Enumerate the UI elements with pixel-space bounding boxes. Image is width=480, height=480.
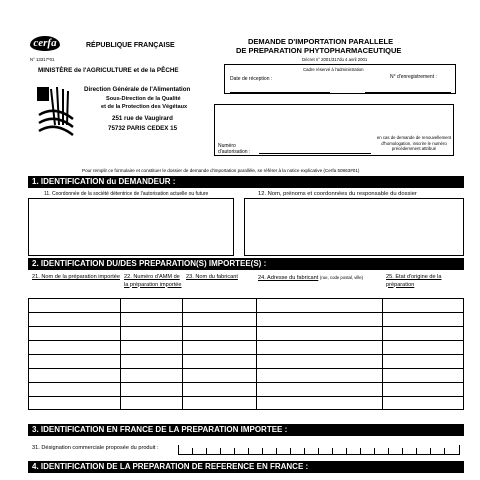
field31-comb-input[interactable] <box>178 442 460 452</box>
authorization-number-label-1: Numéro <box>218 143 236 149</box>
cerfa-logo: cerfa <box>30 36 60 51</box>
field31-label: 31. Désignation commerciale proposée du produit : <box>32 445 159 451</box>
col24-title: 24. Adresse du fabricant <box>258 275 319 281</box>
ministry-emblem-icon <box>35 85 75 137</box>
decree-ref: Décret n° 2001/317du 4 avril 2001 <box>302 57 368 62</box>
col24-hint: (rue, code postal, ville) <box>319 275 364 280</box>
col24-label <box>258 274 382 283</box>
col21-label: 21. Nom de la préparation importée <box>32 274 120 280</box>
section2-header: 2. IDENTIFICATION DU/DES PREPARATION(S) IMPORTEE(S) : <box>28 258 464 270</box>
field12-label: 12. Nom, prénoms et coordonnées du responsable du dossier <box>258 191 417 197</box>
section4-header: 4. IDENTIFICATION DE LA PREPARATION DE REFERENCE EN FRANCE : <box>28 461 464 473</box>
instructions-text: Pour remplir ce formulaire et constituer le dossier de demande d'importation parallèle, se référer à la notice explicative (Cerfa 50863#01) <box>82 168 360 173</box>
admin-reserved-label: Cadre réservé à l'administration <box>303 67 364 72</box>
section1-header: 1. IDENTIFICATION du DEMANDEUR : <box>28 176 464 188</box>
registration-number-field[interactable] <box>365 86 451 93</box>
field12-area[interactable] <box>244 198 464 256</box>
admin-reserved-box <box>224 64 456 94</box>
form-title-line1: DEMANDE D'IMPORTATION PARALLELE <box>248 37 394 46</box>
authorization-number-label-2: d'autorisation : <box>218 149 251 155</box>
form-number: N° 13317*01 <box>30 57 55 62</box>
field11-label: 11. Coordonnée de la société détentrice de l'autorisation actuelle ou future <box>44 191 209 197</box>
subdir-line2: et de la Protection des Végétaux <box>101 104 188 110</box>
col25-label: 25. Etat d'origine de la préparation <box>386 274 442 288</box>
reception-date-label: Date de réception : <box>230 76 273 82</box>
col23-label: 23. Nom du fabricant <box>186 274 238 280</box>
section3-header: 3. IDENTIFICATION EN FRANCE DE LA PREPARATION IMPORTEE : <box>28 424 464 436</box>
reception-date-field[interactable] <box>230 86 330 93</box>
registration-number-label: N° d'enregistrement : <box>390 74 437 80</box>
authorization-number-field[interactable] <box>259 141 371 154</box>
col22-label: 22. Numéro d'AMM de la préparation importée <box>124 274 182 288</box>
ministry-label: MINISTÈRE de l'AGRICULTURE et de la PÊCHE <box>38 67 179 74</box>
address-line2: 75732 PARIS CEDEX 15 <box>108 125 178 132</box>
address-line1: 251 rue de Vaugirard <box>112 115 173 122</box>
dg-label: Direction Générale de l'Alimentation <box>84 86 191 93</box>
form-title-line2: DE PREPARATION PHYTOPHARMACEUTIQUE <box>236 46 402 55</box>
renewal-note: en cas de demande de renouvellement d'homologation, inscrire le numéro précédemment attribué <box>376 135 452 151</box>
preparation-table <box>28 298 464 410</box>
authorization-number-box <box>214 104 454 156</box>
field11-area[interactable] <box>28 198 234 256</box>
republic-label: RÉPUBLIQUE FRANÇAISE <box>86 42 175 49</box>
subdir-line1: Sous-Direction de la Qualité <box>106 96 181 102</box>
